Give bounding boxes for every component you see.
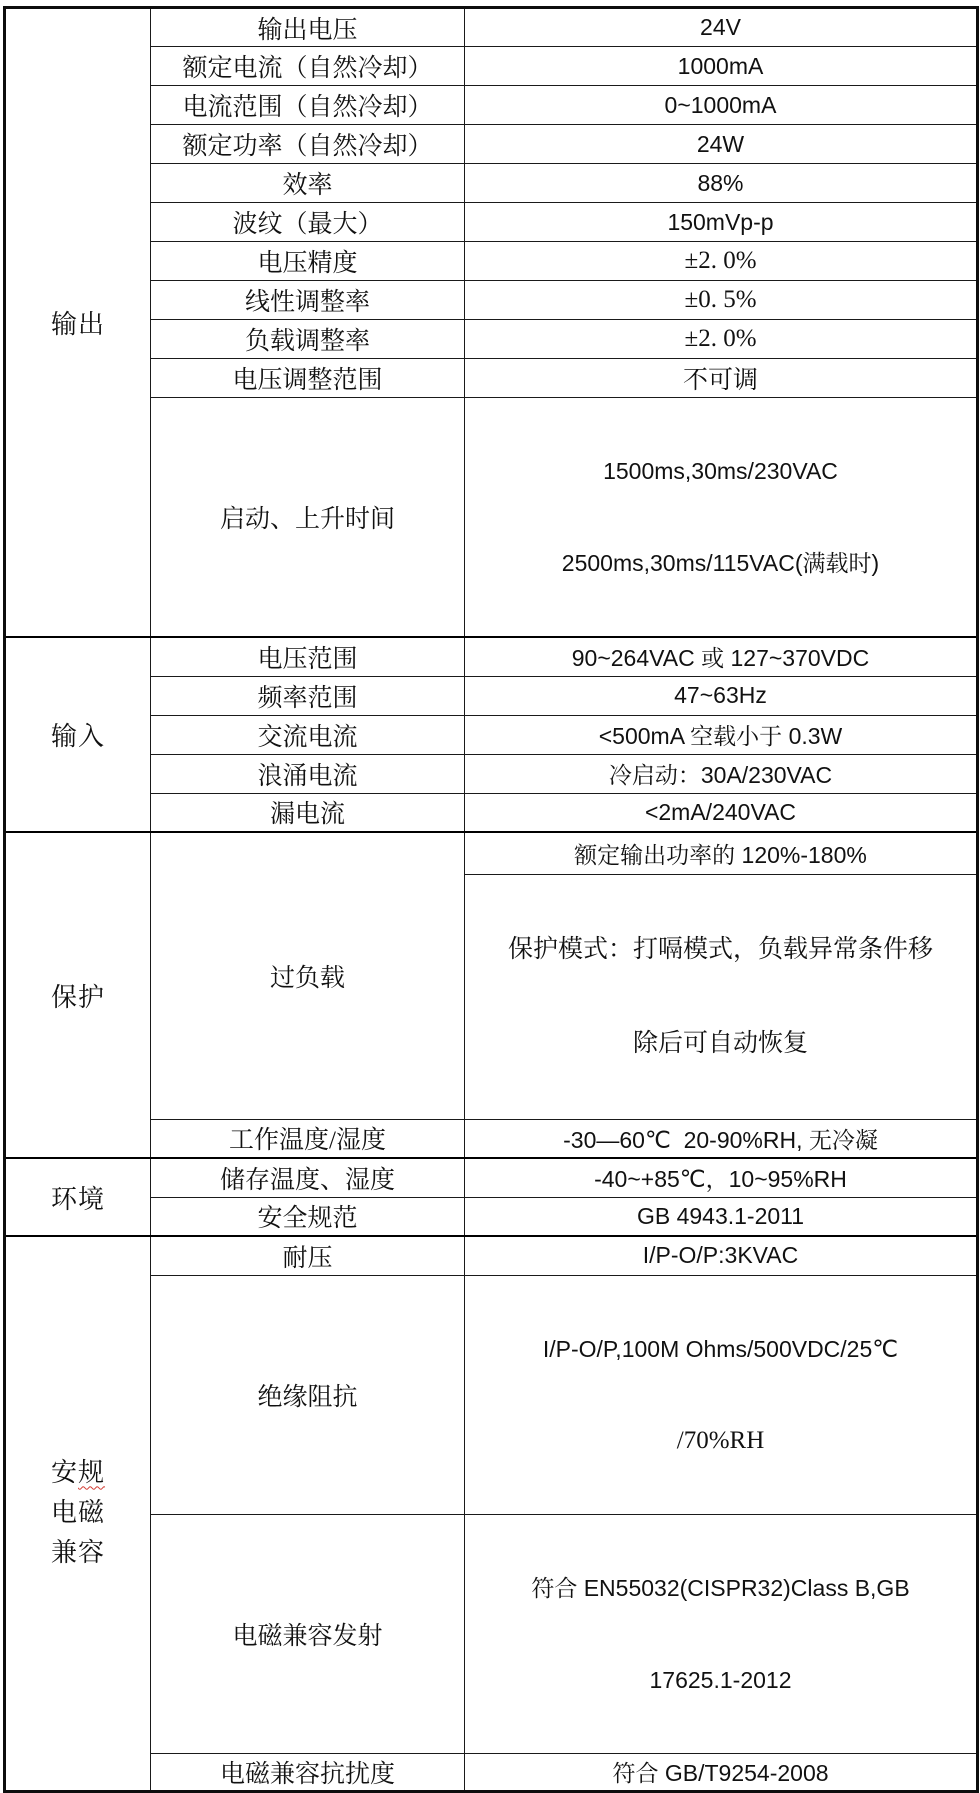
param-cell: 浪涌电流: [151, 754, 465, 793]
param-cell: 额定功率（自然冷却）: [151, 125, 465, 164]
value-cell: [465, 398, 978, 638]
value-line: 符合 EN55032(CISPR32)Class B,GB: [531, 1574, 910, 1601]
value-cell: GB 4943.1-2011: [465, 1197, 978, 1236]
param-cell: 储存温度、湿度: [151, 1158, 465, 1197]
table-row: [5, 398, 978, 638]
param-cell: 绝缘阻抗: [151, 1275, 465, 1514]
param-cell: 输出电压: [151, 8, 465, 47]
param-cell: 漏电流: [151, 793, 465, 832]
table-row: [5, 242, 978, 281]
value-cell: 不可调: [465, 359, 978, 398]
param-cell: 线性调整率: [151, 281, 465, 320]
value-cell: -30—60℃ 20-90%RH, 无冷凝: [465, 1119, 978, 1158]
table-row: [5, 637, 978, 676]
param-cell: 电压范围: [151, 637, 465, 676]
category-line: [10, 1453, 146, 1493]
value-cell: 冷启动：30A/230VAC: [465, 754, 978, 793]
param-cell: 额定电流（自然冷却）: [151, 47, 465, 86]
value-line: 2500ms,30ms/115VAC(满载时): [561, 550, 880, 576]
param-cell: 效率: [151, 164, 465, 203]
table-row: [5, 164, 978, 203]
param-cell: 波纹（最大）: [151, 203, 465, 242]
table-row: [5, 1119, 978, 1158]
value-cell: <500mA 空载小于 0.3W: [465, 715, 978, 754]
param-cell: 电磁兼容发射: [151, 1514, 465, 1753]
table-row: [5, 1236, 978, 1275]
param-cell: 工作温度/湿度: [151, 1119, 465, 1158]
category-cell-environment: 环境: [5, 1158, 151, 1236]
table-row: [5, 47, 978, 86]
value-cell: 24V: [465, 8, 978, 47]
value-line: 17625.1-2012: [649, 1666, 792, 1693]
value-cell: ±2. 0%: [465, 320, 978, 359]
value-cell: -40~+85℃，10~95%RH: [465, 1158, 978, 1197]
param-cell: 负载调整率: [151, 320, 465, 359]
table-row: [5, 1514, 978, 1753]
category-cell-safety-emc: [5, 1236, 151, 1791]
category-cell-output: 输出: [5, 8, 151, 638]
param-cell: 电压调整范围: [151, 359, 465, 398]
value-cell: 符合 GB/T9254-2008: [465, 1753, 978, 1791]
table-row: [5, 1158, 978, 1197]
table-row: [5, 1275, 978, 1514]
value-line: I/P-O/P,100M Ohms/500VDC/25℃: [542, 1335, 899, 1362]
table-row: [5, 754, 978, 793]
table-row: [5, 359, 978, 398]
table-row: [5, 320, 978, 359]
table-row: [5, 715, 978, 754]
table-row: [5, 676, 978, 715]
value-cell: 0~1000mA: [465, 86, 978, 125]
value-cell: 24W: [465, 125, 978, 164]
value-cell: [465, 874, 978, 1119]
value-cell: 90~264VAC 或 127~370VDC: [465, 637, 978, 676]
value-line: 1500ms,30ms/230VAC: [603, 458, 838, 484]
value-cell: <2mA/240VAC: [465, 793, 978, 832]
param-cell: 安全规范: [151, 1197, 465, 1236]
value-cell: 150mVp-p: [465, 203, 978, 242]
category-cell-input: 输入: [5, 637, 151, 832]
category-text: 安: [50, 1458, 78, 1488]
value-cell: [465, 1275, 978, 1514]
table-row: [5, 125, 978, 164]
value-cell: ±2. 0%: [465, 242, 978, 281]
category-line: 电磁: [50, 1498, 105, 1528]
table-row: [5, 203, 978, 242]
value-cell: ±0. 5%: [465, 281, 978, 320]
param-cell: 电流范围（自然冷却）: [151, 86, 465, 125]
spec-table: [3, 6, 979, 1793]
param-cell: 过负载: [151, 832, 465, 1119]
value-line: 保护模式：打嗝模式，负载异常条件移: [507, 935, 933, 963]
param-cell: 电磁兼容抗扰度: [151, 1753, 465, 1791]
param-cell: 启动、上升时间: [151, 398, 465, 638]
table-row: [5, 832, 978, 874]
value-cell: 额定输出功率的 120%-180%: [465, 832, 978, 874]
spellcheck-underlined-text: 规: [78, 1458, 106, 1488]
value-line: 除后可自动恢复: [632, 1029, 808, 1057]
value-line: /70%RH: [676, 1426, 765, 1454]
value-cell: 47~63Hz: [465, 676, 978, 715]
param-cell: 电压精度: [151, 242, 465, 281]
table-row: [5, 1197, 978, 1236]
value-cell: 1000mA: [465, 47, 978, 86]
category-line: 兼容: [50, 1538, 105, 1568]
param-cell: 频率范围: [151, 676, 465, 715]
value-cell: [465, 1514, 978, 1753]
value-cell: I/P-O/P:3KVAC: [465, 1236, 978, 1275]
table-row: [5, 793, 978, 832]
table-row: [5, 86, 978, 125]
param-cell: 耐压: [151, 1236, 465, 1275]
category-cell-protection: 保护: [5, 832, 151, 1158]
table-row: [5, 281, 978, 320]
param-cell: 交流电流: [151, 715, 465, 754]
table-row: [5, 8, 978, 47]
table-row: [5, 1753, 978, 1791]
value-cell: 88%: [465, 164, 978, 203]
